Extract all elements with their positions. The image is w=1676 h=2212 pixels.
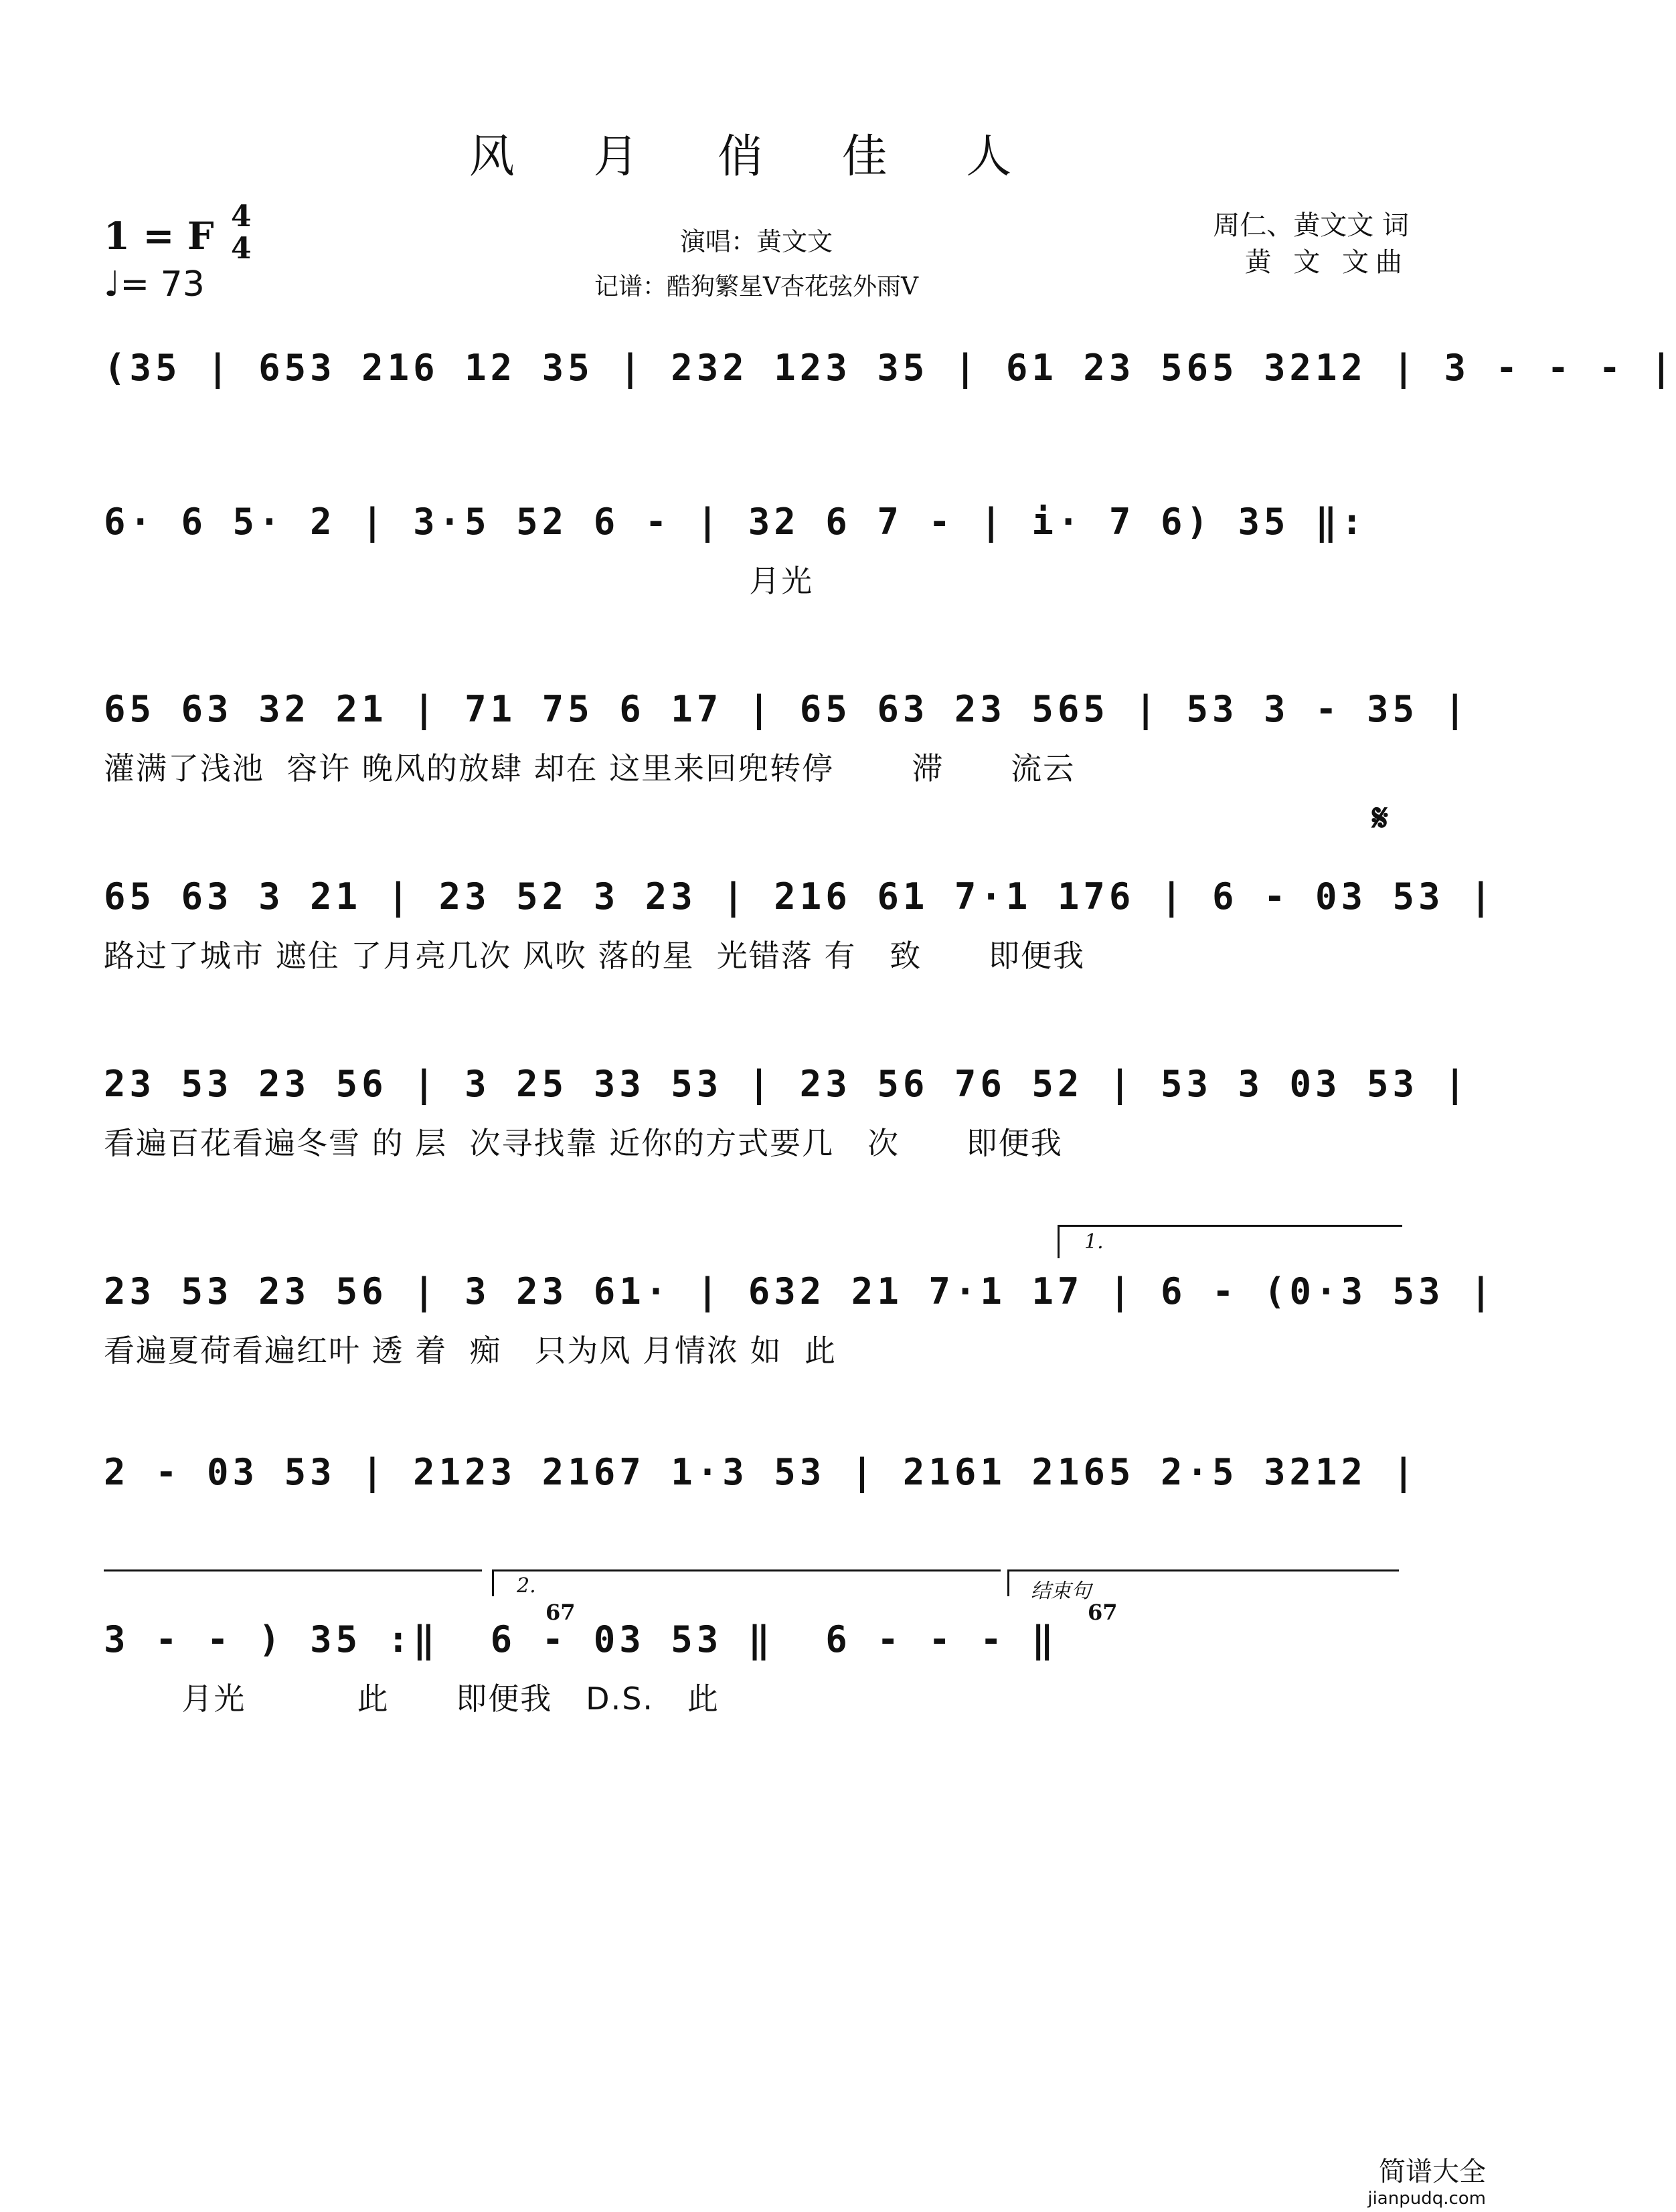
notes-line: 2 - 03 53 | 2123 2167 1·3 53 | 2161 2165 2·5 3212 |	[104, 1451, 1419, 1493]
segno-sign: 𝄋	[1372, 796, 1389, 840]
score-system-7	[104, 1442, 1419, 1503]
lyrics-line: 月光	[104, 563, 814, 599]
notes-line: 65 63 3 21 | 23 52 3 23 | 216 61 7·1 176 | 6 - 03 53 |	[104, 875, 1496, 918]
score-system-8	[104, 1610, 1402, 1717]
meter-top: 4	[231, 199, 252, 234]
second-ending-label: 2.	[517, 1574, 536, 1598]
notes-line: 6· 6 5· 2 | 3·5 52 6 - | 32 6 7 - | i· 7 6) 35 ‖:	[104, 501, 1367, 543]
lyrics-line: 月光 此 即便我 D.S. 此	[104, 1681, 720, 1717]
second-ending-bracket	[492, 1569, 1001, 1571]
grace-note-coda: 67	[1088, 1600, 1118, 1625]
notes-line: 3 - - ) 35 :‖ 6 - 03 53 ‖ 6 - - - ‖	[104, 1618, 1058, 1661]
singer-credit: 演唱：黄文文	[679, 227, 833, 256]
score-system-3	[104, 679, 1471, 786]
watermark	[1367, 2158, 1486, 2212]
grace-note-second-ending: 67	[546, 1600, 576, 1625]
score-system-4	[104, 867, 1496, 974]
watermark-url: jianpudq.com	[1367, 2189, 1486, 2209]
notes-line: 65 63 32 21 | 71 75 6 17 | 65 63 23 565 | 53 3 - 35 |	[104, 688, 1471, 730]
composer-credit: 黄 文 文曲	[1244, 247, 1409, 278]
tempo-marking: ♩= 73	[104, 264, 205, 305]
coda-label: 结束句	[1031, 1580, 1091, 1603]
lyrics-line: 路过了城市 遮住 了月亮几次 风吹 落的星 光错落 有 致 即便我	[104, 938, 1085, 974]
score-system-1	[104, 338, 1676, 398]
lyrics-line	[104, 1508, 1402, 1555]
score-system-5	[104, 1054, 1471, 1161]
coda-bracket	[1007, 1569, 1399, 1571]
coda-bracket-left	[1007, 1569, 1009, 1596]
first-ending-bracket-left	[1058, 1225, 1060, 1258]
score-system-6	[104, 1262, 1496, 1369]
first-ending-bracket	[1058, 1225, 1402, 1227]
notes-line: 23 53 23 56 | 3 23 61· | 632 21 7·1 17 | 6 - (0·3 53 |	[104, 1270, 1496, 1312]
lyrics-line	[104, 404, 1402, 450]
meter-bottom: 4	[231, 232, 252, 266]
volta-top-rule	[104, 1569, 482, 1571]
watermark-name: 简谱大全	[1379, 2156, 1486, 2187]
notes-line: 23 53 23 56 | 3 25 33 53 | 23 56 76 52 | 53 3 03 53 |	[104, 1063, 1471, 1105]
lyricist-credit: 周仁、黄文文 词	[1213, 210, 1409, 241]
first-ending-label: 1.	[1084, 1230, 1104, 1254]
key-signature: 1 = F	[104, 214, 214, 258]
page-title: 风 月 俏 佳 人	[469, 131, 1044, 183]
lyrics-line: 灌满了浅池 容许 晚风的放肆 却在 这里来回兜转停 滞 流云	[104, 750, 1076, 786]
notes-line: (35 | 653 216 12 35 | 232 123 35 | 61 23 565 3212 | 3 - - - |	[104, 347, 1676, 389]
score-system-2	[104, 492, 1402, 599]
transcriber-credit: 记谱：酷狗繁星V杏花弦外雨V	[594, 273, 918, 301]
second-ending-bracket-left	[492, 1569, 494, 1596]
lyrics-line: 看遍百花看遍冬雪 的 层 次寻找靠 近你的方式要几 次 即便我	[104, 1125, 1063, 1161]
lyrics-line: 看遍夏荷看遍红叶 透 着 痴 只为风 月情浓 如 此	[104, 1333, 837, 1369]
